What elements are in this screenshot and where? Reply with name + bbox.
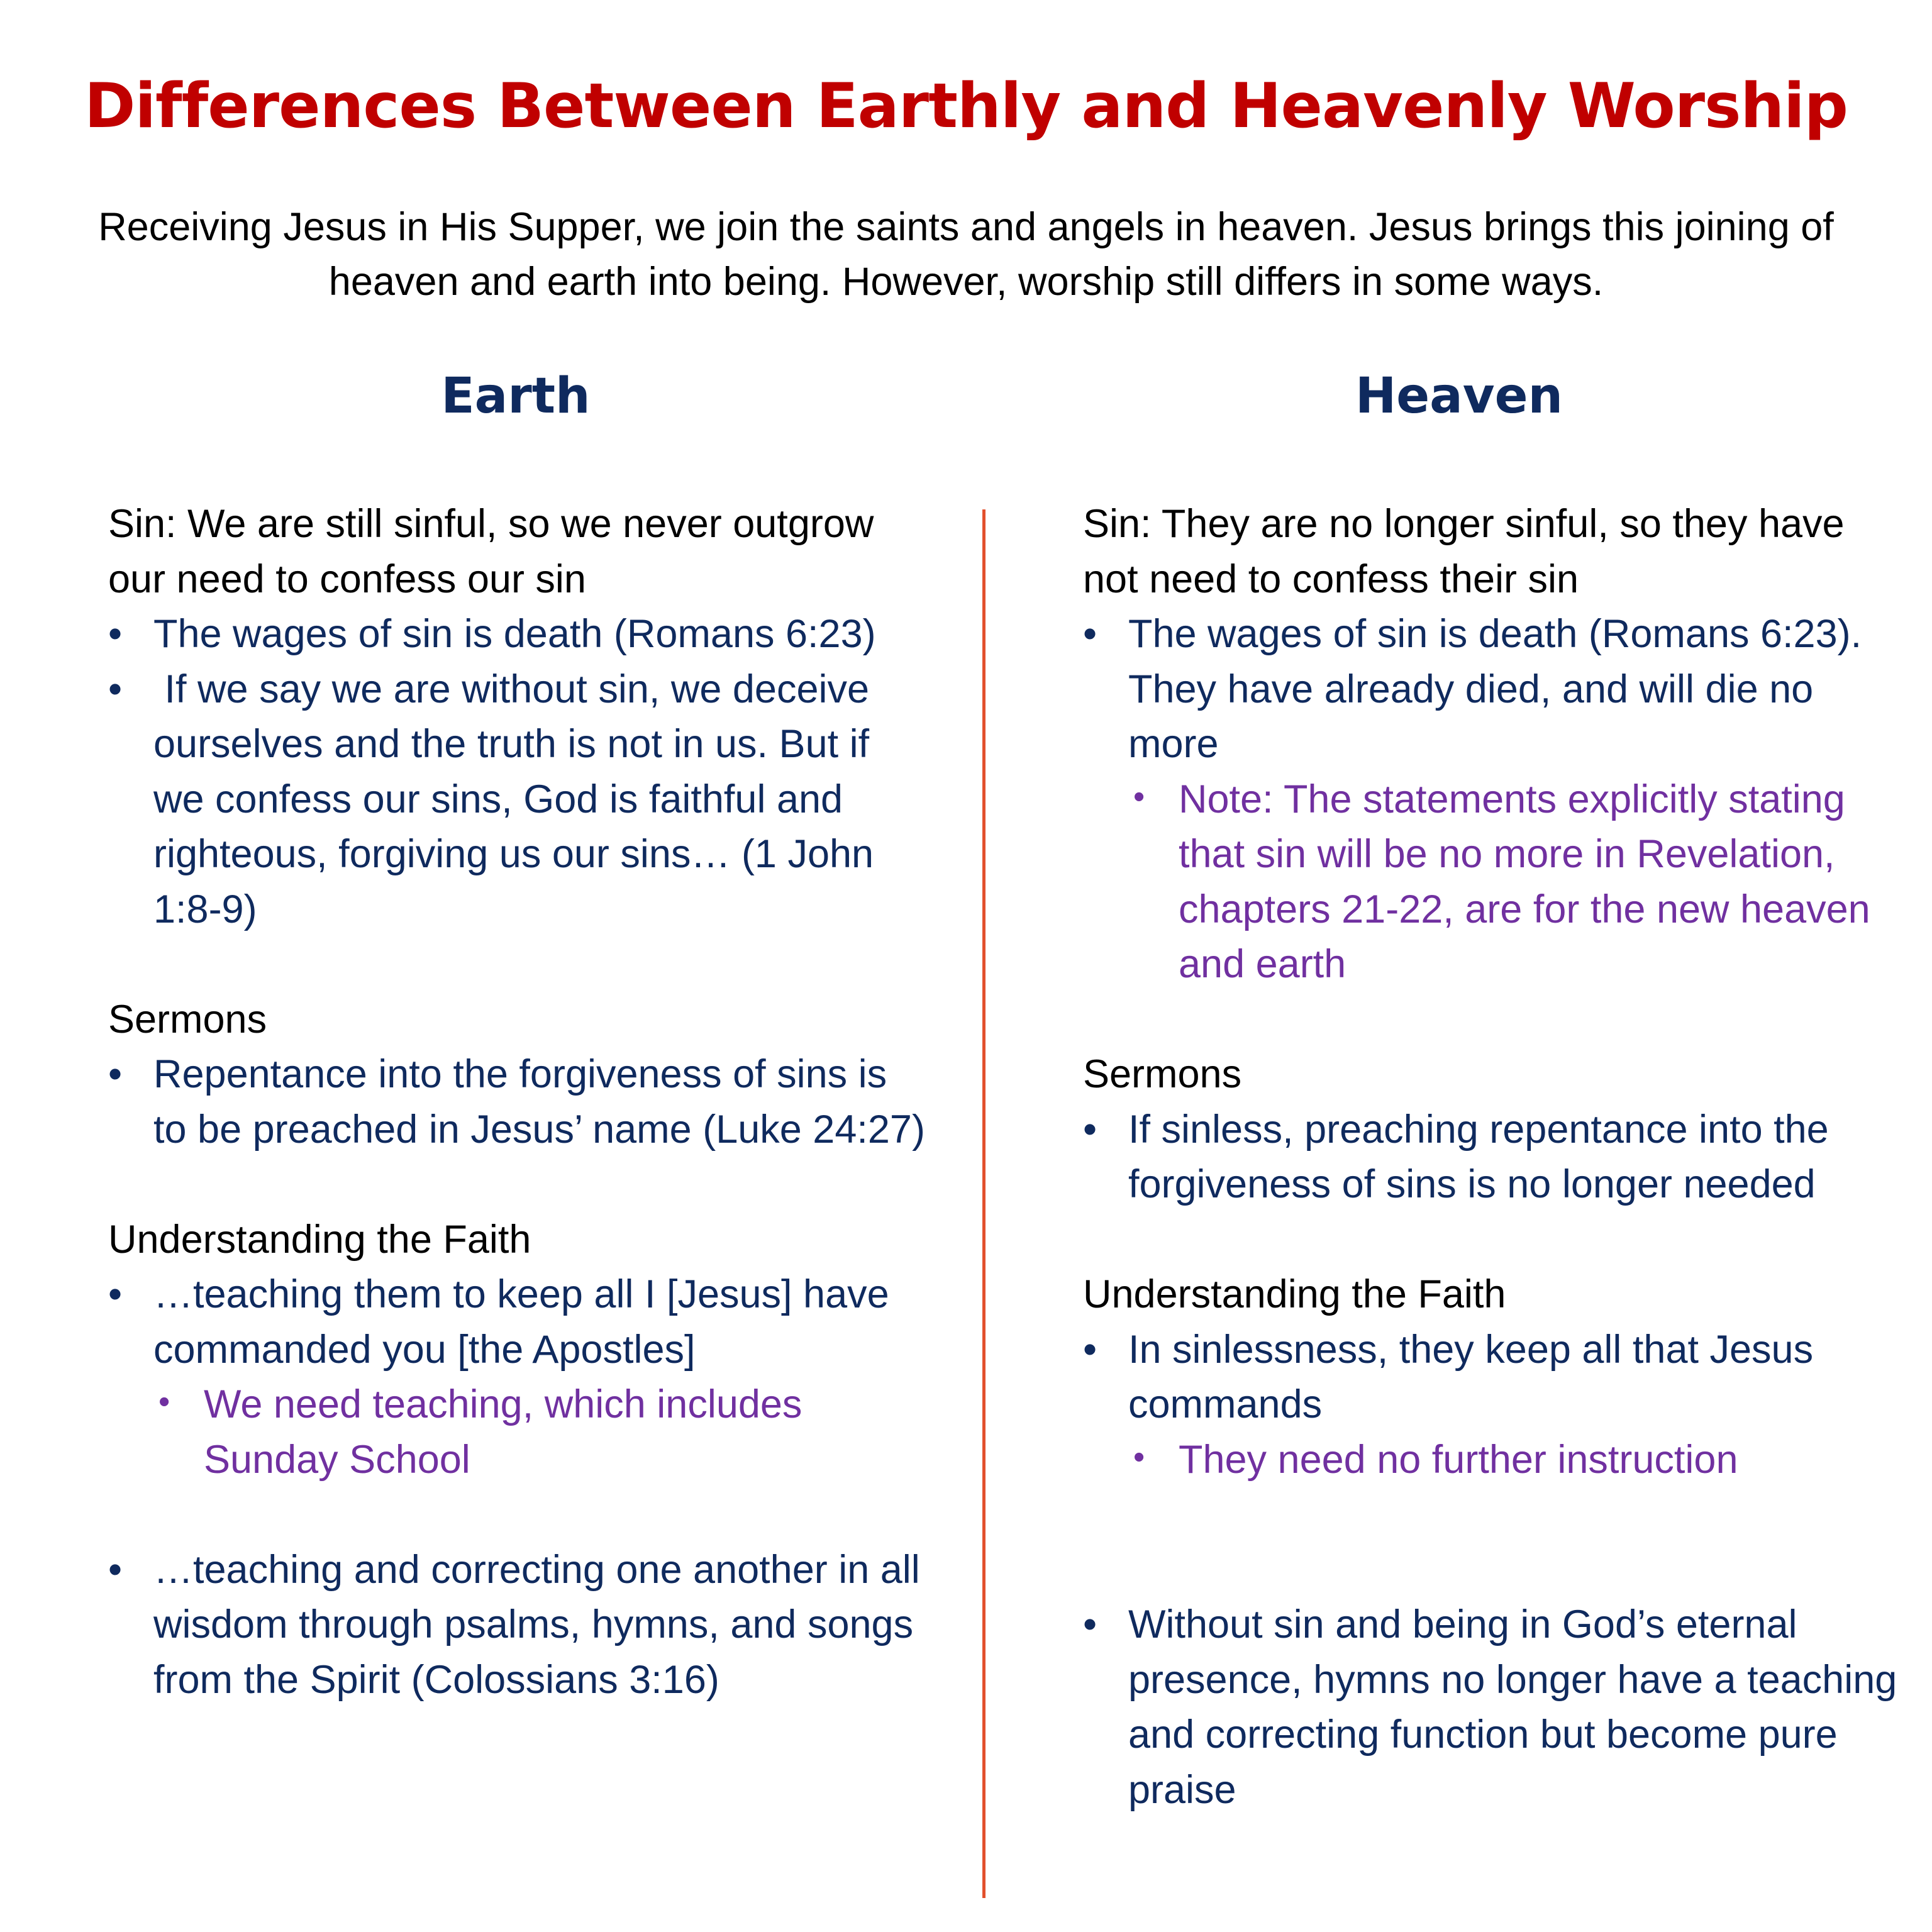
sub-list-item: • We need teaching, which includes Sunday School bbox=[108, 1377, 926, 1487]
column-divider bbox=[982, 509, 985, 1898]
list-item: • If we say we are without sin, we deceive ourselves and the truth is not in us. But if we confess our sins, God is faithful and righteous, forgiving us our sins… (1 John 1:8-9) bbox=[108, 662, 926, 938]
heaven-understanding-title: Understanding the Faith bbox=[1083, 1272, 1506, 1316]
earth-hymns-list bbox=[108, 1543, 926, 1708]
heaven-sermons-title: Sermons bbox=[1083, 1052, 1242, 1096]
heaven-understanding-list bbox=[1083, 1323, 1901, 1488]
earth-column bbox=[108, 497, 926, 1707]
page-title: Differences Between Earthly and Heavenly Worship bbox=[84, 70, 1848, 142]
sub-list-item: • They need no further instruction bbox=[1083, 1433, 1901, 1488]
sub-list-item: • Note: The statements explicitly stating that sin will be no more in Revelation, chapters 21-22, are for the new heaven and earth bbox=[1083, 772, 1901, 992]
heaven-column bbox=[1083, 497, 1901, 1818]
earth-column-heading: Earth bbox=[441, 368, 591, 425]
list-item: • If sinless, preaching repentance into the forgiveness of sins is no longer needed bbox=[1083, 1102, 1901, 1213]
earth-sermons-list bbox=[108, 1047, 926, 1157]
list-item: • The wages of sin is death (Romans 6:23). They have already died, and will die no more bbox=[1083, 607, 1901, 772]
list-item: • …teaching and correcting one another in all wisdom through psalms, hymns, and songs from the Spirit (Colossians 3:16) bbox=[108, 1543, 926, 1708]
earth-understanding-list bbox=[108, 1267, 926, 1487]
intro-paragraph: Receiving Jesus in His Supper, we join the saints and angels in heaven. Jesus brings this joining of heaven and earth into being. However, worship still differs in some ways. bbox=[98, 205, 1834, 304]
list-item: • …teaching them to keep all I [Jesus] have commanded you [the Apostles] bbox=[108, 1267, 926, 1377]
heaven-sin-title: Sin: They are no longer sinful, so they have not need to confess their sin bbox=[1083, 502, 1845, 601]
heaven-hymns-list bbox=[1083, 1597, 1901, 1818]
earth-sermons-title: Sermons bbox=[108, 997, 267, 1041]
heaven-column-heading: Heaven bbox=[1355, 368, 1563, 425]
list-item: • The wages of sin is death (Romans 6:23) bbox=[108, 607, 926, 662]
heaven-sermons-list bbox=[1083, 1102, 1901, 1213]
list-item: • In sinlessness, they keep all that Jesus commands bbox=[1083, 1323, 1901, 1433]
list-item: • Repentance into the forgiveness of sins is to be preached in Jesus’ name (Luke 24:27) bbox=[108, 1047, 926, 1157]
heaven-sin-list bbox=[1083, 607, 1901, 992]
earth-understanding-title: Understanding the Faith bbox=[108, 1217, 531, 1262]
list-item: • Without sin and being in God’s eternal presence, hymns no longer have a teaching and correcting function but become pure praise bbox=[1083, 1597, 1901, 1818]
earth-sin-list bbox=[108, 607, 926, 937]
earth-sin-title: Sin: We are still sinful, so we never outgrow our need to confess our sin bbox=[108, 502, 874, 601]
